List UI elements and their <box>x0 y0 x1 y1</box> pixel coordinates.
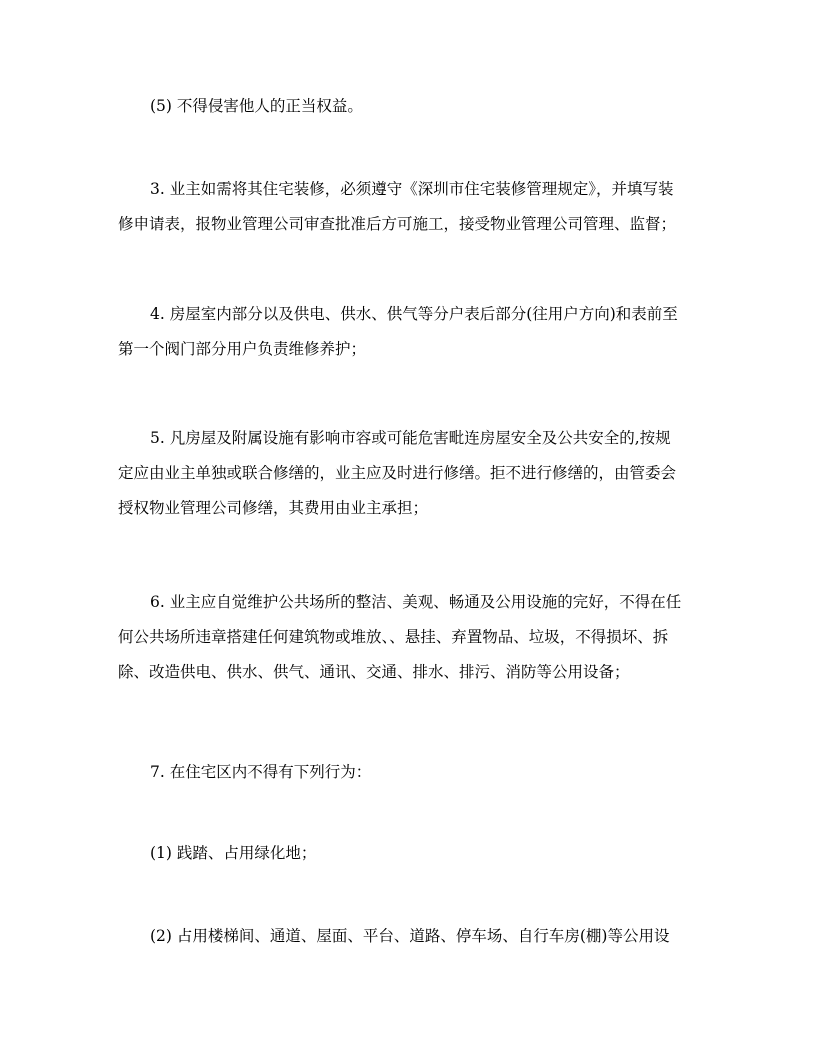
paragraph-item-5 <box>118 89 700 124</box>
text-line: 何公共场所违章搭建任何建筑物或堆放、、悬挂、弃置物品、垃圾，不得损坏、拆 <box>118 628 669 646</box>
paragraph-item-1 <box>118 836 700 871</box>
text-line: 7. 在住宅区内不得有下列行为： <box>150 763 372 781</box>
text-line: 除、改造供电、供水、供气、通讯、交通、排水、排污、消防等公用设备； <box>118 663 630 681</box>
paragraph-clause-6 <box>118 585 700 690</box>
text-line: 修申请表，报物业管理公司审查批准后方可施工，接受物业管理公司管理、监督； <box>118 215 677 233</box>
paragraph-clause-5 <box>118 421 700 526</box>
paragraph-clause-3 <box>118 172 700 242</box>
text-line: 3. 业主如需将其住宅装修，必须遵守《深圳市住宅装修管理规定》，并填写装 <box>150 180 674 198</box>
text-line: 5. 凡房屋及附属设施有影响市容或可能危害毗连房屋安全及公共安全的,按规 <box>150 429 671 447</box>
text-line: 4. 房屋室内部分以及供电、供水、供气等分户表后部分(往用户方向)和表前至 <box>150 305 678 323</box>
paragraph-clause-7 <box>118 755 700 790</box>
text-line: 授权物业管理公司修缮，其费用由业主承担； <box>118 499 429 517</box>
text-line: (5) 不得侵害他人的正当权益。 <box>150 97 363 115</box>
text-line: 6. 业主应自觉维护公共场所的整洁、美观、畅通及公用设施的完好，不得在任 <box>150 593 682 611</box>
paragraph-item-2 <box>118 919 700 954</box>
text-line: (2) 占用楼梯间、通道、屋面、平台、道路、停车场、自行车房(棚)等公用设 <box>150 927 670 945</box>
text-line: (1) 践踏、占用绿化地； <box>150 844 317 862</box>
text-line: 第一个阀门部分用户负责维修养护； <box>118 340 367 358</box>
text-line: 定应由业主单独或联合修缮的，业主应及时进行修缮。拒不进行修缮的，由管委会 <box>118 464 677 482</box>
paragraph-clause-4 <box>118 297 700 367</box>
